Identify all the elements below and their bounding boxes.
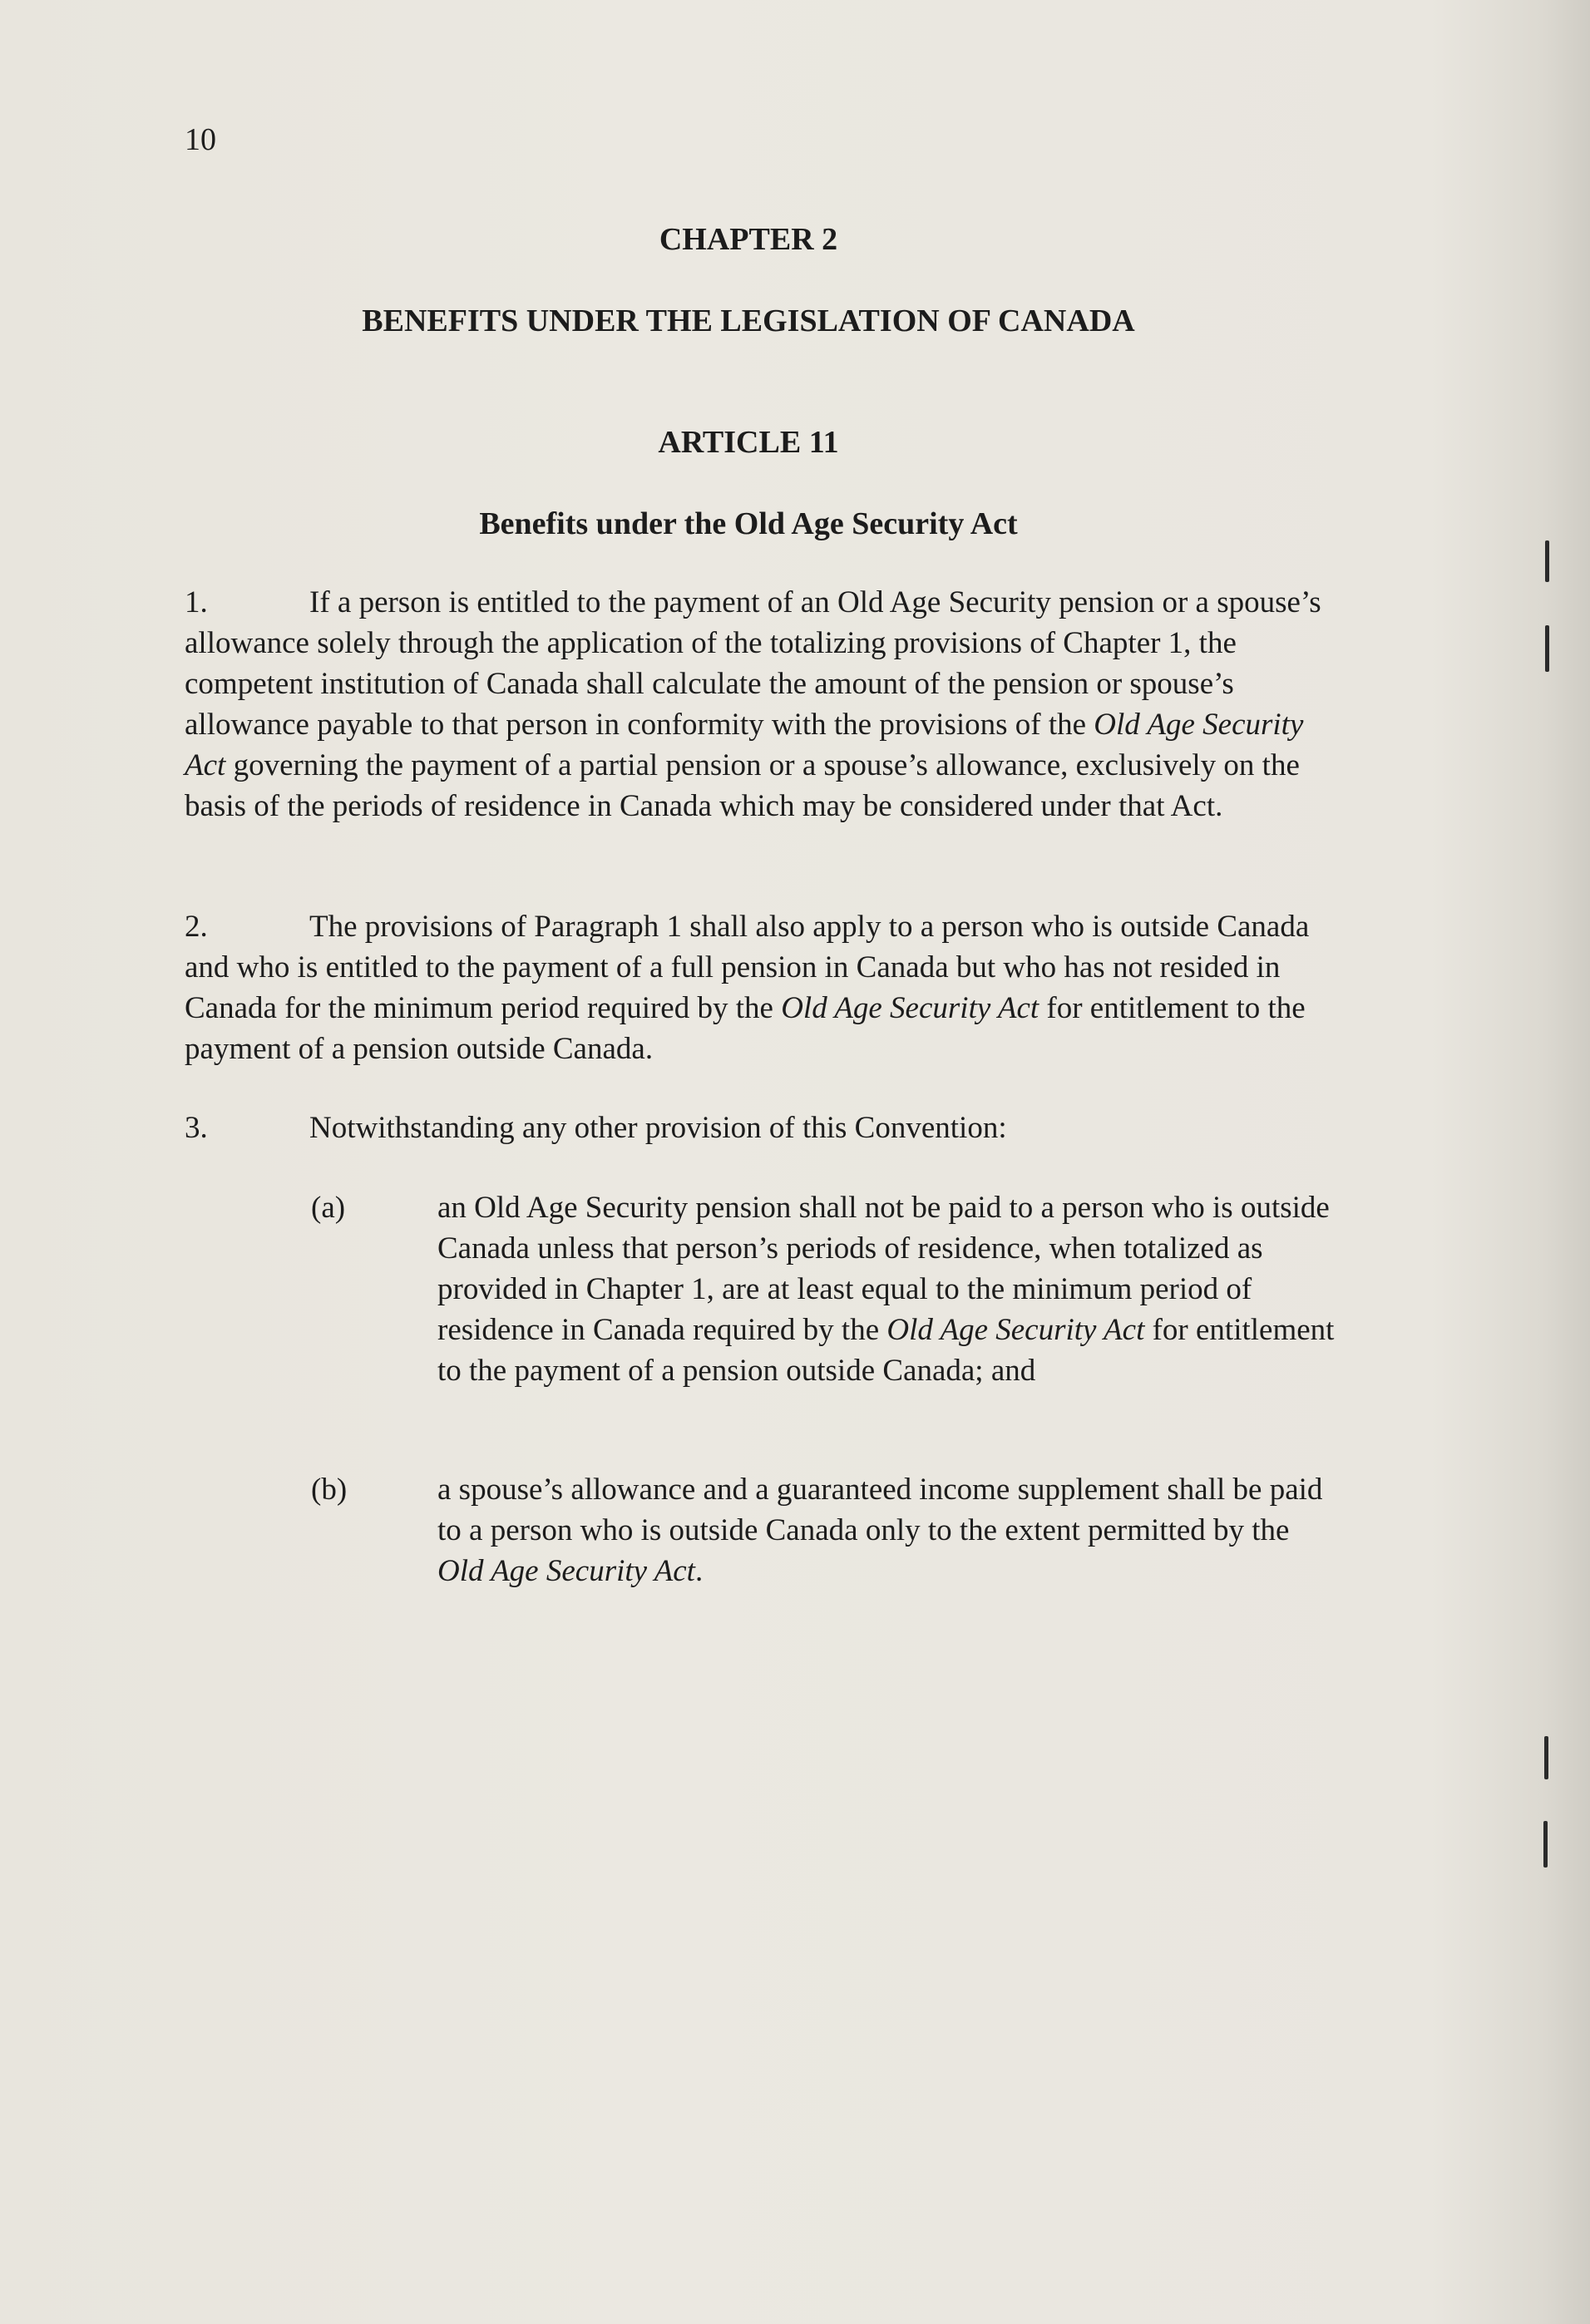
- subparagraph-text: [437, 1469, 1336, 1591]
- binding-mark: [1544, 1736, 1548, 1779]
- paragraph-2: [185, 906, 1332, 1069]
- binding-mark: [1543, 1821, 1548, 1868]
- act-name: Old Age Security Act: [886, 1313, 1145, 1347]
- act-name: Old Age Security Act: [781, 991, 1039, 1025]
- text-run: .: [694, 1554, 704, 1588]
- chapter-heading: CHAPTER 2: [659, 222, 838, 257]
- text-run: a spouse’s allowance and a guaranteed income supplement shall be paid to a person who is outside Canada only to the extent permitted by the: [437, 1473, 1323, 1547]
- chapter-title: BENEFITS UNDER THE LEGISLATION OF CANADA: [362, 303, 1135, 338]
- subparagraph-letter: (a): [311, 1191, 346, 1225]
- article-heading: ARTICLE 11: [658, 425, 839, 460]
- paragraph-number: 1.: [185, 585, 208, 619]
- text-run: an Old Age Security pension shall not be paid to a person who is outside Canada unless that person’s periods of residence, when totalized as provided in Chapter 1, are at least equal to the minimum period of residence in Canada required by the: [437, 1191, 1330, 1347]
- text-run: for entitlement to the payment of a pension outside Canada; and: [437, 1313, 1335, 1388]
- binding-mark: [1545, 540, 1549, 582]
- paragraph-number: 2.: [185, 910, 208, 944]
- act-name: Old Age Security Act: [437, 1554, 695, 1588]
- subparagraph-letter: (b): [311, 1473, 348, 1507]
- paragraph-text: governing the payment of a partial pension or a spouse’s allowance, exclusively on the basis of the periods of residence in Canada which may be considered under that Act.: [185, 748, 1300, 823]
- paragraph-text: Notwithstanding any other provision of this Convention:: [309, 1111, 1007, 1145]
- subparagraph-text: [437, 1187, 1336, 1391]
- paragraph-number: 3.: [185, 1111, 208, 1145]
- article-title: Benefits under the Old Age Security Act: [479, 506, 1018, 541]
- paragraph-3: [185, 1108, 1332, 1148]
- page-number: 10: [185, 122, 216, 157]
- paragraph-text: The provisions of Paragraph 1 shall also apply to a person who is outside Canada and who is entitled to the payment of a full pension in Canada but who has not resided in Canada for the minimum period required by the: [185, 910, 1310, 1025]
- paragraph-1: [185, 582, 1332, 826]
- act-name: Old Age Security Act: [185, 708, 1304, 782]
- paragraph-text: If a person is entitled to the payment of an Old Age Security pension or a spouse’s allowance solely through the application of the totalizing provisions of Chapter 1, the competent institution of Canada shall calculate the amount of the pension or spouse’s allowance payable to that person in conformity with the provisions of the: [185, 585, 1321, 742]
- paragraph-text: for entitlement to the payment of a pension outside Canada.: [185, 991, 1306, 1066]
- binding-mark: [1545, 625, 1549, 672]
